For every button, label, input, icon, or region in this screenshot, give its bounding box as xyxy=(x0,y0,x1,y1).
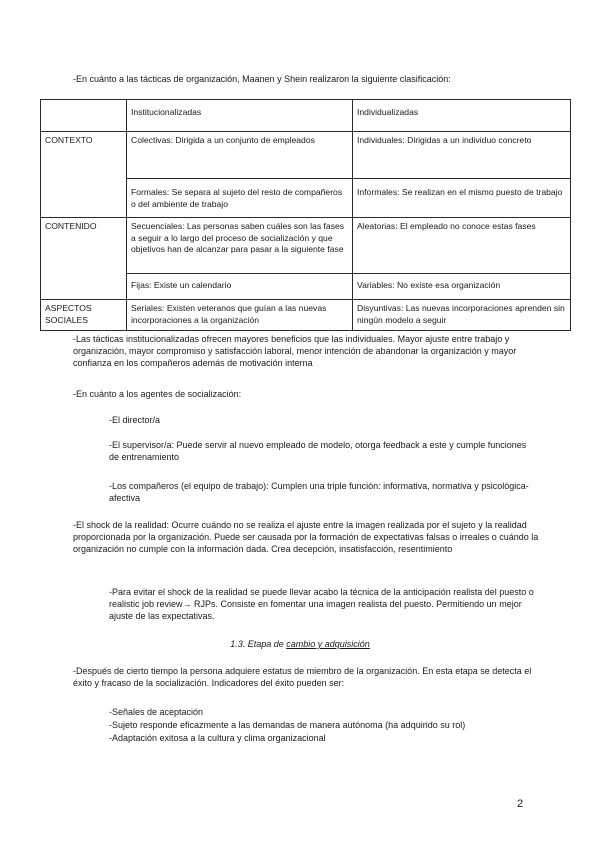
section-heading-prefix: 1.3. Etapa de xyxy=(230,639,287,649)
table-row xyxy=(41,132,571,179)
list-item: -El supervisor/a: Puede servir al nuevo empleado de modelo, otorga feedback a este y cumple funciones de entrenamiento xyxy=(109,440,527,462)
table-cell: Disyuntivas: Las nuevas incorporaciones aprenden sin ningún modelo a seguir xyxy=(353,300,571,331)
table-cell: Formales: Se separa al sujeto del resto de compañeros o del ambiente de trabajo xyxy=(127,179,353,218)
list-item: -Sujeto responde eficazmente a las demandas de manera autónoma (ha adquirido su rol) xyxy=(109,720,466,730)
row-label-cell: CONTEXTO xyxy=(41,132,127,218)
table-cell: Variables: No existe esa organización xyxy=(353,274,571,300)
section-heading-underlined: cambio y adquisición xyxy=(286,639,370,649)
list-item: -Adaptación exitosa a la cultura y clima organizacional xyxy=(109,733,326,743)
table-row xyxy=(41,300,571,331)
table-cell: Aleatorias: El empleado no conoce estas fases xyxy=(353,218,571,274)
table-header-cell xyxy=(41,100,127,132)
table-cell: Fijas: Existe un calendario xyxy=(127,274,353,300)
list-item: -El director/a xyxy=(109,415,161,425)
agents-heading: -En cuánto a los agentes de socialización: xyxy=(73,389,242,399)
avoid-shock-paragraph: -Para evitar el shock de la realidad se puede llevar acabo la técnica de la anticipación realista del puesto o realistic job review→ RJPs. Consiste en fomentar una imagen realista del puesto. Permitiendo un mejor ajuste de las expectativas. xyxy=(109,587,534,621)
table-cell: Secuenciales: Las personas saben cuáles son las fases a seguir a lo largo del proceso de socialización y que objetivos han de alcanzar para pasar a la siguiente fase xyxy=(127,218,353,274)
after-paragraph: -Después de cierto tiempo la persona adquiere estatus de miembro de la organización. En esta etapa se detecta el éxito y fracaso de la socialización. Indicadores del éxito pueden ser: xyxy=(73,666,532,688)
list-item: -Los compañeros (el equipo de trabajo): Cumplen una triple función: informativa, normativa y psicológica-afectiva xyxy=(109,481,529,503)
table-cell: Colectivas: Dirigida a un conjunto de empleados xyxy=(127,132,353,179)
table-cell: Seriales: Existen veteranos que guían a las nuevas incorporaciones a la organización xyxy=(127,300,353,331)
tactics-table xyxy=(40,99,571,331)
institutional-paragraph: -Las tácticas institucionalizadas ofrecen mayores beneficios que las individuales. Mayor ajuste entre trabajo y organización, mayor compromiso y satisfacción laboral, menor intención de abandonar la organización y mayor confianza en los compañeros además de motivación interna xyxy=(73,334,517,368)
shock-paragraph: -El shock de la realidad: Ocurre cuándo no se realiza el ajuste entre la imagen realizada por el sujeto y la realidad proporcionada por la organización. Puede ser causada por la formación de expectativas falsas o irreales o cuándo la organización no cumple con la información dada. Crea decepción, insatisfacción, resentimiento xyxy=(73,520,539,554)
intro-paragraph: -En cuánto a las tácticas de organización, Maanen y Shein realizaron la siguiente clasificación: xyxy=(73,74,451,84)
row-label-cell: ASPECTOS SOCIALES xyxy=(41,300,127,331)
row-label-cell: CONTENIDO xyxy=(41,218,127,300)
table-row xyxy=(41,218,571,274)
page-number: 2 xyxy=(517,798,524,810)
section-heading xyxy=(0,638,600,650)
table-header-cell: Individualizadas xyxy=(353,100,571,132)
table-header-cell: Institucionalizadas xyxy=(127,100,353,132)
table-cell: Individuales: Dirigidas a un individuo concreto xyxy=(353,132,571,179)
table-cell: Informales: Se realizan en el mismo puesto de trabajo xyxy=(353,179,571,218)
list-item: -Señales de aceptación xyxy=(109,707,204,717)
table-header-row xyxy=(41,100,571,132)
